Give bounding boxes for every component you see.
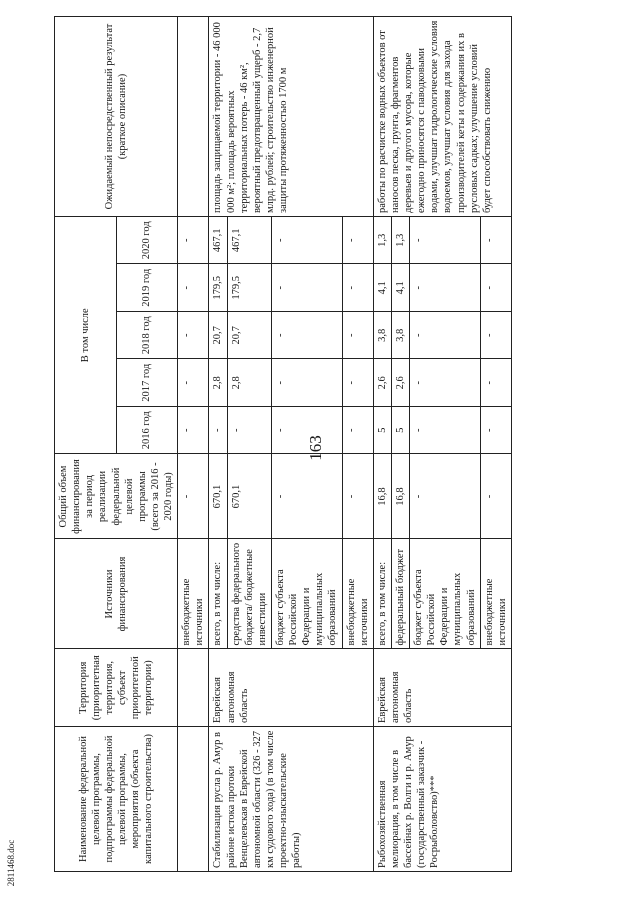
result-cell: работы по расчистке водных объектов от наносов песка, грунта, фрагментов деревьев и другого мусора, которые ежегодно приносятся с паводковыми водами, улучшат гидрологические условия водоемов, улучшат условия для захода производителей кеты и содержания их в русловых садках; улучшение условий будет способствовать снижению xyxy=(373,17,511,217)
total-cell: - xyxy=(271,454,342,539)
total-cell: 670,1 xyxy=(227,454,271,539)
year-cell: 1,3 xyxy=(391,217,409,265)
measure-name: Рыбохозяйственная мелиорация, в том числе в бассейнах р. Волги и р. Амур (государственный заказчик - Росрыболовство)*** xyxy=(373,727,511,872)
header-name: Наименование федеральной целевой программы, подпрограммы федеральной целевой программы, мероприятия (объекта капитального строительства) xyxy=(55,727,178,872)
year-cell: - xyxy=(410,312,481,360)
table-row-continued xyxy=(178,17,209,872)
year-cell: - xyxy=(227,407,271,455)
total-cell: - xyxy=(480,454,511,539)
year-cell: - xyxy=(410,217,481,265)
year-cell: - xyxy=(480,264,511,312)
header-result: Ожидаемый непосредственный результат (краткое описание) xyxy=(55,17,178,217)
program-table xyxy=(54,16,512,872)
year-cell: 467,1 xyxy=(227,217,271,265)
header-year: 2020 год xyxy=(116,217,178,265)
year-cell: 2,8 xyxy=(227,359,271,407)
year-cell: - xyxy=(178,359,209,407)
year-cell: - xyxy=(342,407,373,455)
table-row xyxy=(373,17,391,872)
year-cell: - xyxy=(410,359,481,407)
year-cell: - xyxy=(410,264,481,312)
year-cell: 179,5 xyxy=(227,264,271,312)
year-cell: 2,6 xyxy=(373,359,391,407)
year-cell: 20,7 xyxy=(227,312,271,360)
header-sources: Источники финансирования xyxy=(55,539,178,649)
year-cell: 3,8 xyxy=(391,312,409,360)
header-territory: Территория (приоритетная территория, субъект приоритетной территории) xyxy=(55,649,178,727)
year-cell: 4,1 xyxy=(391,264,409,312)
year-cell: 2,8 xyxy=(209,359,227,407)
year-cell: - xyxy=(178,217,209,265)
year-cell: - xyxy=(178,312,209,360)
header-year: 2016 год xyxy=(116,407,178,455)
header-including: В том числе xyxy=(55,217,117,455)
territory-cell: Еврейская автономная область xyxy=(209,649,373,727)
total-cell: 16,8 xyxy=(391,454,409,539)
year-cell: - xyxy=(342,359,373,407)
source-cell: бюджет субъекта Российской Федерации и муниципальных образований xyxy=(410,539,481,649)
year-cell: - xyxy=(480,359,511,407)
year-cell: - xyxy=(480,217,511,265)
year-cell: - xyxy=(271,312,342,360)
header-year: 2017 год xyxy=(116,359,178,407)
total-cell: 670,1 xyxy=(209,454,227,539)
page-number: 163 xyxy=(305,435,325,461)
year-cell: - xyxy=(271,407,342,455)
year-cell: 1,3 xyxy=(373,217,391,265)
year-cell: - xyxy=(178,407,209,455)
total-cell: - xyxy=(410,454,481,539)
year-cell: 3,8 xyxy=(373,312,391,360)
year-cell: 4,1 xyxy=(373,264,391,312)
source-cell: всего, в том числе: xyxy=(373,539,391,649)
year-cell: 5 xyxy=(391,407,409,455)
rotated-table-sheet xyxy=(54,16,572,872)
year-cell: 179,5 xyxy=(209,264,227,312)
year-cell: - xyxy=(342,312,373,360)
year-cell: - xyxy=(209,407,227,455)
source-cell: внебюджетные источники xyxy=(480,539,511,649)
result-cell: площадь защищаемой территории - 46 000 000 м²; площадь вероятных территориальных потерь - 46 км², вероятный предотвращенный ущерб - 2,7 млрд. рублей; строительство инженерной защиты протяженностью 1700 м xyxy=(209,17,373,217)
source-cell: внебюджетные источники xyxy=(178,539,209,649)
year-cell: - xyxy=(178,264,209,312)
header-year: 2018 год xyxy=(116,312,178,360)
year-cell: - xyxy=(480,312,511,360)
year-cell: - xyxy=(342,264,373,312)
year-cell: - xyxy=(480,407,511,455)
source-cell: средства федерального бюджета/ бюджетные инвестиции xyxy=(227,539,271,649)
source-cell: бюджет субъекта Российской Федерации и муниципальных образований xyxy=(271,539,342,649)
year-cell: - xyxy=(410,407,481,455)
territory-cell: Еврейская автономная область xyxy=(373,649,511,727)
year-cell: 5 xyxy=(373,407,391,455)
total-cell: - xyxy=(178,454,209,539)
table-row xyxy=(209,17,227,872)
year-cell: - xyxy=(271,217,342,265)
measure-name: Стабилизация русла р. Амур в районе истока протоки Венцелевская в Еврейской автономной области (326 - 327 км судового хода) (в том числе проектно-изыскательские работы) xyxy=(209,727,373,872)
year-cell: 2,6 xyxy=(391,359,409,407)
year-cell: - xyxy=(271,359,342,407)
total-cell: 16,8 xyxy=(373,454,391,539)
document-footer: 2811468.doc xyxy=(6,839,17,887)
source-cell: федеральный бюджет xyxy=(391,539,409,649)
source-cell: внебюджетные источники xyxy=(342,539,373,649)
year-cell: - xyxy=(342,217,373,265)
source-cell: всего, в том числе: xyxy=(209,539,227,649)
header-total: Общий объем финансирования за период реализации федеральной целевой программы (всего за 2016 - 2020 годы) xyxy=(55,454,178,539)
year-cell: - xyxy=(271,264,342,312)
year-cell: 467,1 xyxy=(209,217,227,265)
year-cell: 20,7 xyxy=(209,312,227,360)
total-cell: - xyxy=(342,454,373,539)
header-year: 2019 год xyxy=(116,264,178,312)
